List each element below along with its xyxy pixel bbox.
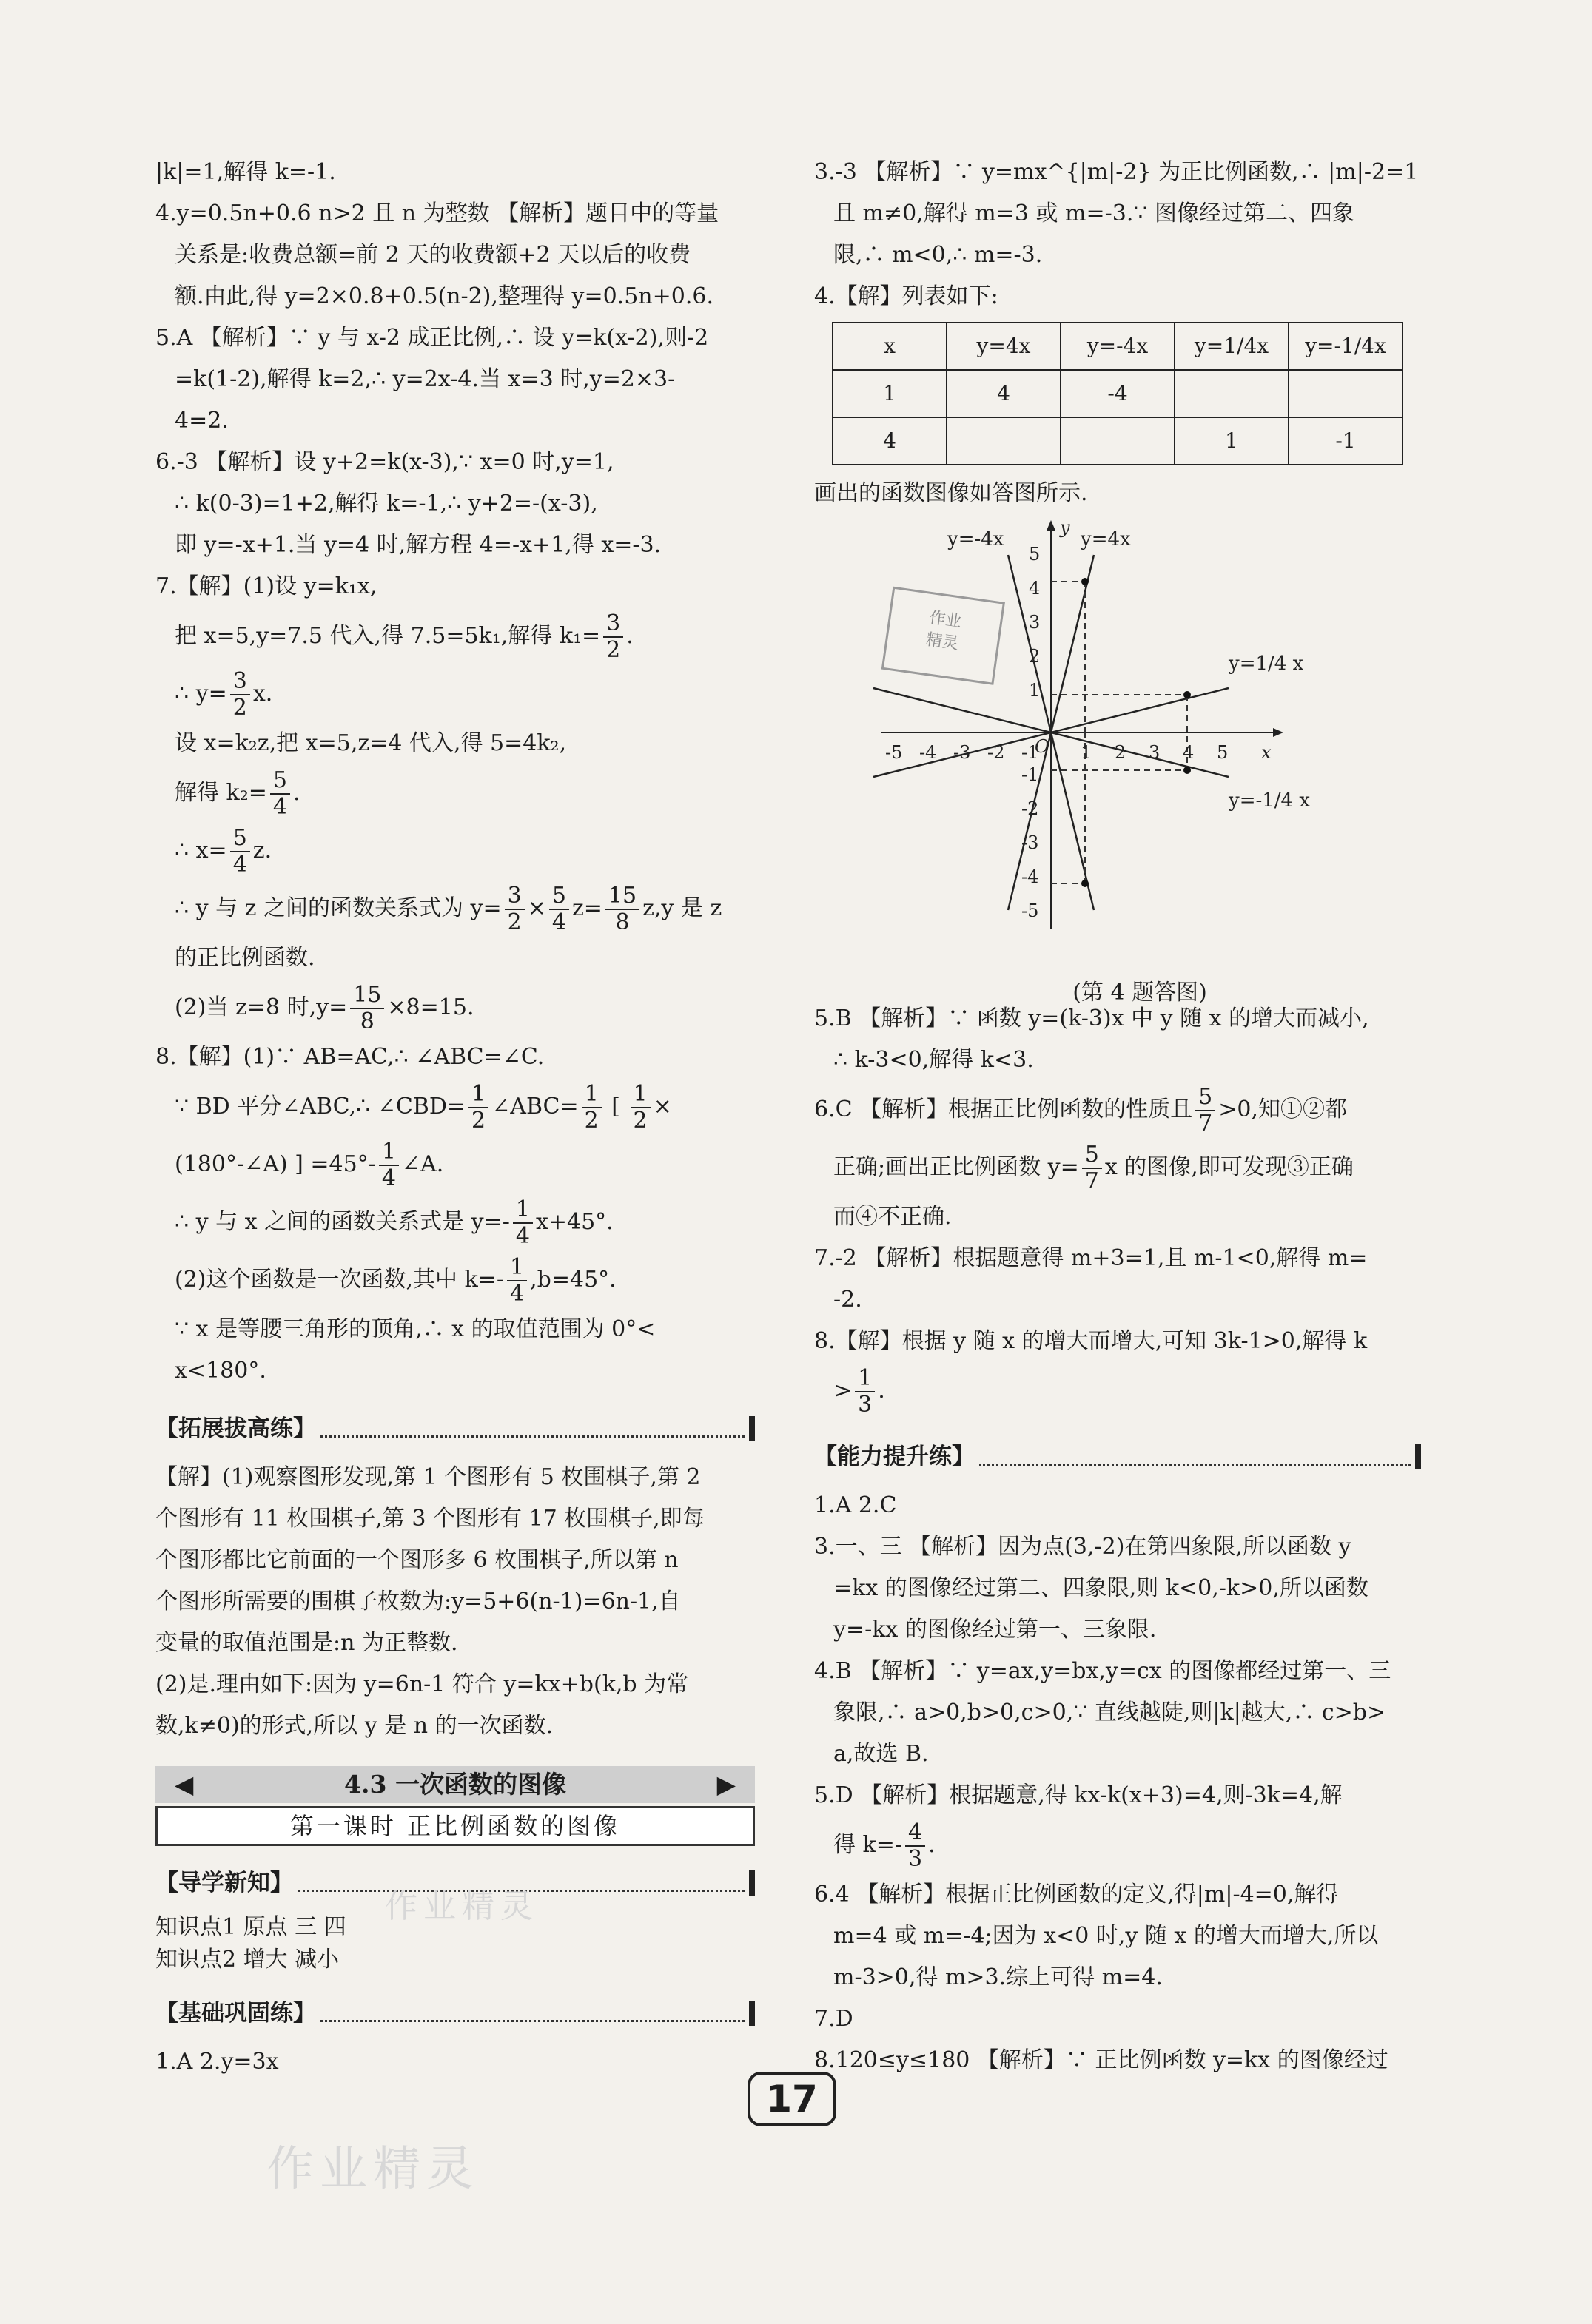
right-column: [814, 152, 1421, 2081]
text-line: 限,∴ m<0,∴ m=-3.: [833, 242, 1043, 268]
table-cell: y=1/4x: [1175, 323, 1289, 370]
text-line: > $\frac{1}{3}$ .: [833, 1365, 885, 1418]
fraction: $\frac{5}{4}$: [230, 826, 250, 878]
text-line: 7.D: [814, 2006, 853, 2032]
text-line: a,故选 B.: [833, 1741, 929, 1767]
x-axis-label: x: [1261, 742, 1272, 763]
table-cell: [1289, 370, 1403, 417]
text-line: 8.120≤y≤180 【解析】∵ 正比例函数 y=kx 的图像经过: [814, 2047, 1388, 2073]
text-line: 设 x=k₂z,把 x=5,z=4 代入,得 5=4k₂,: [175, 730, 567, 756]
data-point: [1081, 880, 1089, 887]
text-line: 1.A 2.y=3x: [155, 2049, 279, 2075]
text-line: ∴ y 与 z 之间的函数关系式为 y= $\frac{3}{2}$ × $\frac{5}{4}$ z= $\frac{15}{8}$ z,y 是 z: [175, 883, 722, 935]
stamp-text: 作业: [927, 608, 963, 632]
line-label: y=1/4 x: [1229, 653, 1304, 675]
text-line: 关系是:收费总额=前 2 天的收费额+2 天以后的收费: [175, 242, 691, 268]
line-label: y=-1/4 x: [1229, 789, 1311, 812]
section-header-guide: 【导学新知】: [155, 1862, 755, 1904]
section-header-basic: 【基础巩固练】: [155, 1993, 755, 2034]
x-tick-label: -5: [885, 742, 903, 763]
text-line: m=4 或 m=-4;因为 x<0 时,y 随 x 的增大而增大,所以: [833, 1923, 1379, 1949]
text-line: y=-kx 的图像经过第一、三象限.: [833, 1617, 1157, 1643]
fraction: $\frac{5}{7}$: [1082, 1142, 1102, 1194]
watermark-small: 作业精灵: [385, 1887, 539, 1925]
line-label: y=-4x: [947, 528, 1004, 550]
fraction: $\frac{3}{2}$: [505, 883, 525, 935]
text-line: (2)这个函数是一次函数,其中 k=- $\frac{1}{4}$ ,b=45°.: [175, 1254, 617, 1307]
text-line: 把 x=5,y=7.5 代入,得 7.5=5k₁,解得 k₁= $\frac{3}{2}$ .: [175, 610, 634, 663]
text-line: 【解】(1)观察图形发现,第 1 个图形有 5 枚围棋子,第 2: [155, 1464, 701, 1490]
stamp-icon: [882, 587, 1004, 684]
text-line: 知识点1 原点 三 四: [155, 1914, 346, 1940]
text-line: 7.-2 【解析】根据题意得 m+3=1,且 m-1<0,解得 m=: [814, 1245, 1368, 1271]
text-line: 变量的取值范围是:n 为正整数.: [155, 1630, 458, 1656]
text-line: 而④不正确.: [833, 1204, 952, 1230]
table-row: [833, 417, 1403, 465]
fraction: $\frac{1}{4}$: [379, 1139, 399, 1191]
table-cell: 1: [1175, 417, 1289, 465]
text-line: 且 m≠0,解得 m=3 或 m=-3.∵ 图像经过第二、四象: [833, 201, 1354, 226]
x-tick-label: -1: [1021, 742, 1039, 763]
function-graph: [859, 514, 1421, 1006]
text-line: 正确;画出正比例函数 y= $\frac{5}{7}$ x 的图像,即可发现③正确: [833, 1142, 1354, 1194]
text-line: 3.-3 【解析】∵ y=mx^{|m|-2} 为正比例函数,∴ |m|-2=1: [814, 159, 1419, 185]
y-tick-label: 2: [1029, 646, 1041, 667]
text-line: m-3>0,得 m>3.综上可得 m=4.: [833, 1964, 1163, 1990]
text-line: 个图形所需要的围棋子枚数为:y=5+6(n-1)=6n-1,自: [155, 1589, 681, 1614]
text-line: ∴ y 与 x 之间的函数关系式是 y=- $\frac{1}{4}$ x+45°.: [175, 1196, 614, 1249]
text-line: 额.由此,得 y=2×0.8+0.5(n-2),整理得 y=0.5n+0.6.: [175, 283, 713, 309]
table-cell: y=-4x: [1061, 323, 1175, 370]
table-cell: [947, 417, 1061, 465]
text-line: 7.【解】(1)设 y=k₁x,: [155, 573, 377, 599]
fraction: $\frac{1}{2}$: [631, 1082, 651, 1134]
fraction: $\frac{1}{3}$: [855, 1366, 875, 1418]
table-cell: y=-1/4x: [1289, 323, 1403, 370]
text-line: 4.B 【解析】∵ y=ax,y=bx,y=cx 的图像都经过第一、三: [814, 1658, 1391, 1684]
text-line: 1.A 2.C: [814, 1492, 897, 1518]
x-tick-label: 3: [1149, 742, 1161, 763]
text-line: 象限,∴ a>0,b>0,c>0,∵ 直线越陡,则|k|越大,∴ c>b>: [833, 1700, 1386, 1725]
table-cell: -4: [1061, 370, 1175, 417]
x-tick-label: -4: [919, 742, 937, 763]
text-line: 4.y=0.5n+0.6 n>2 且 n 为整数 【解析】题目中的等量: [155, 201, 719, 226]
watermark: 作业精灵: [266, 2142, 480, 2197]
x-tick-label: -2: [987, 742, 1005, 763]
x-tick-label: 4: [1183, 742, 1195, 763]
table-row: [833, 370, 1403, 417]
text-line: 4=2.: [175, 408, 229, 434]
table-cell: x: [833, 323, 947, 370]
text-line: ∴ k-3<0,解得 k<3.: [833, 1047, 1034, 1073]
origin-label: O: [1035, 736, 1049, 757]
fraction: $\frac{5}{7}$: [1195, 1085, 1215, 1136]
values-table: [832, 322, 1403, 465]
text-line: =k(1-2),解得 k=2,∴ y=2x-4.当 x=3 时,y=2×3-: [175, 366, 676, 392]
text-line: 4.【解】列表如下:: [814, 283, 998, 309]
table-cell: -1: [1289, 417, 1403, 465]
fraction: $\frac{5}{4}$: [549, 883, 569, 935]
y-tick-label: 1: [1029, 680, 1041, 701]
text-line: 解得 k₂= $\frac{5}{4}$ .: [175, 767, 300, 820]
fraction: $\frac{5}{4}$: [270, 768, 290, 820]
table-cell: [1061, 417, 1175, 465]
stamp-text: 精灵: [924, 630, 960, 654]
y-tick-label: 4: [1029, 578, 1041, 599]
text-line: 6.4 【解析】根据正比例函数的定义,得|m|-4=0,解得: [814, 1882, 1339, 1907]
fraction: $\frac{15}{8}$: [605, 883, 639, 935]
table-cell: 1: [833, 370, 947, 417]
y-axis-label: y: [1060, 517, 1070, 538]
x-tick-label: 1: [1081, 742, 1092, 763]
x-axis-arrow-icon: [1273, 728, 1283, 737]
text-line: 得 k=- $\frac{4}{3}$ .: [833, 1819, 936, 1872]
data-point: [1183, 767, 1191, 774]
text-line: 的正比例函数.: [175, 945, 315, 971]
fraction: $\frac{1}{4}$: [507, 1255, 527, 1307]
table-cell: [1175, 370, 1289, 417]
x-tick-label: 2: [1115, 742, 1126, 763]
text-line: ∴ y= $\frac{3}{2}$ x.: [175, 668, 273, 721]
text-line: 6.-3 【解析】设 y+2=k(x-3),∵ x=0 时,y=1,: [155, 449, 614, 475]
left-arrow-icon: ◀: [175, 1770, 194, 1799]
data-point: [1183, 691, 1191, 698]
text-line: =kx 的图像经过第二、四象限,则 k<0,-k>0,所以函数: [833, 1575, 1368, 1601]
text-line: 知识点2 增大 减小: [155, 1947, 340, 1973]
fraction: $\frac{1}{4}$: [513, 1197, 533, 1249]
y-tick-label: -2: [1021, 798, 1039, 819]
table-cell: 4: [947, 370, 1061, 417]
text-line: (2)当 z=8 时,y= $\frac{15}{8}$ ×8=15.: [175, 982, 474, 1034]
text-line: x<180°.: [175, 1358, 266, 1384]
table-row: [833, 323, 1403, 370]
text-line: 个图形都比它前面的一个图形多 6 枚围棋子,所以第 n: [155, 1547, 679, 1573]
fraction: $\frac{15}{8}$: [350, 983, 384, 1034]
fraction: $\frac{1}{2}$: [468, 1082, 488, 1134]
fraction: $\frac{3}{2}$: [230, 669, 250, 721]
text-line: 5.D 【解析】根据题意,得 kx-k(x+3)=4,则-3k=4,解: [814, 1782, 1343, 1808]
figure-caption: (第 4 题答图): [1072, 980, 1207, 1006]
text-line: ∵ x 是等腰三角形的顶角,∴ x 的取值范围为 0°<: [175, 1316, 656, 1342]
table-cell: 4: [833, 417, 947, 465]
text-line: (2)是.理由如下:因为 y=6n-1 符合 y=kx+b(k,b 为常: [155, 1671, 689, 1697]
text-line: (180°-∠A) ] =45°- $\frac{1}{4}$ ∠A.: [175, 1139, 444, 1191]
y-tick-label: 5: [1029, 544, 1041, 565]
lesson-title: 第一课时 正比例函数的图像: [155, 1806, 755, 1846]
y-tick-label: -5: [1021, 900, 1039, 921]
text-line: -2.: [833, 1287, 862, 1313]
left-column: [155, 152, 755, 2083]
text-line: |k|=1,解得 k=-1.: [155, 159, 336, 185]
text-line: 5.B 【解析】∵ 函数 y=(k-3)x 中 y 随 x 的增大而减小,: [814, 1006, 1369, 1031]
fraction: $\frac{3}{2}$: [603, 611, 623, 663]
section-header-ability: 【能力提升练】: [814, 1436, 1421, 1478]
fraction: $\frac{1}{2}$: [582, 1082, 602, 1134]
text-line: 数,k≠0)的形式,所以 y 是 n 的一次函数.: [155, 1713, 554, 1739]
text-line: 8.【解】根据 y 随 x 的增大而增大,可知 3k-1>0,解得 k: [814, 1328, 1368, 1354]
text-line: ∴ k(0-3)=1+2,解得 k=-1,∴ y+2=-(x-3),: [175, 491, 598, 516]
fraction: $\frac{4}{3}$: [905, 1820, 925, 1872]
data-point: [1081, 578, 1089, 585]
chapter-banner: ◀ 4.3 一次函数的图像 ▶: [155, 1766, 755, 1803]
text-line: 5.A 【解析】∵ y 与 x-2 成正比例,∴ 设 y=k(x-2),则-2: [155, 325, 709, 351]
y-tick-label: -4: [1021, 866, 1039, 887]
page-number: 17: [748, 2072, 836, 2126]
text-line: 8.【解】(1)∵ AB=AC,∴ ∠ABC=∠C.: [155, 1044, 545, 1070]
text-line: 即 y=-x+1.当 y=4 时,解方程 4=-x+1,得 x=-3.: [175, 532, 662, 558]
text-line: ∴ x= $\frac{5}{4}$ z.: [175, 825, 272, 878]
text-line: 6.C 【解析】根据正比例函数的性质且 $\frac{5}{7}$ >0,知①②都: [814, 1084, 1347, 1136]
text-line: 画出的函数图像如答图所示.: [814, 480, 1088, 506]
x-tick-label: -3: [953, 742, 971, 763]
x-tick-label: 5: [1217, 742, 1229, 763]
table-cell: y=4x: [947, 323, 1061, 370]
section-header-extension: 【拓展拔高练】: [155, 1408, 755, 1449]
text-line: 3.一、三 【解析】因为点(3,-2)在第四象限,所以函数 y: [814, 1534, 1351, 1560]
y-tick-label: 3: [1029, 612, 1041, 633]
right-arrow-icon: ▶: [716, 1770, 736, 1799]
y-tick-label: -3: [1021, 832, 1039, 853]
text-line: ∵ BD 平分∠ABC,∴ ∠CBD= $\frac{1}{2}$ ∠ABC= $\frac{1}{2}$ [ $\frac{1}{2}$ ×: [175, 1081, 672, 1134]
line-label: y=4x: [1081, 528, 1131, 550]
y-tick-label: -1: [1021, 764, 1039, 785]
y-axis-arrow-icon: [1047, 520, 1055, 531]
text-line: 个图形有 11 枚围棋子,第 3 个图形有 17 枚围棋子,即每: [155, 1506, 705, 1532]
graph-svg: [859, 514, 1421, 958]
